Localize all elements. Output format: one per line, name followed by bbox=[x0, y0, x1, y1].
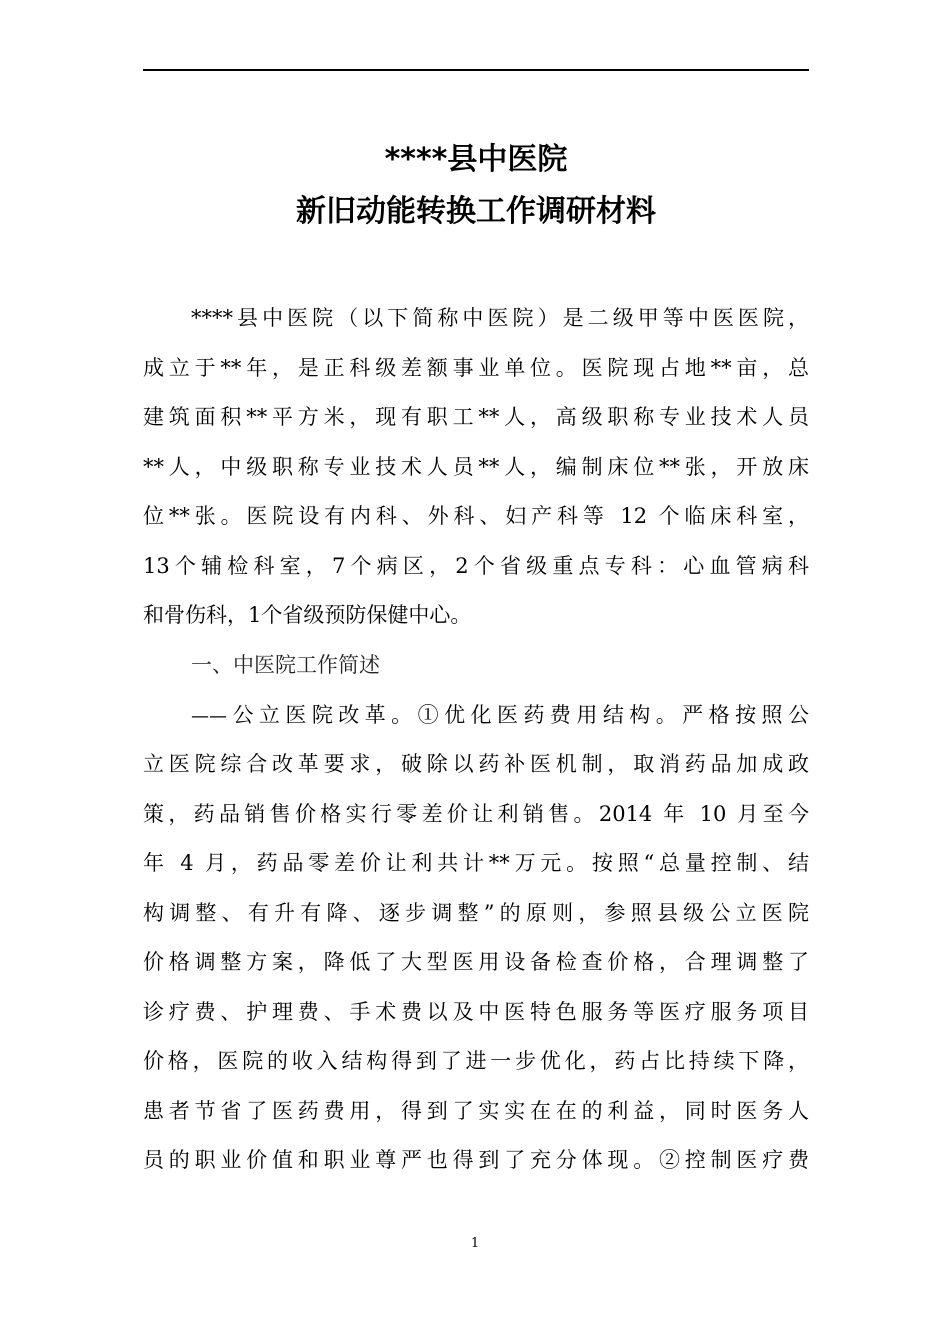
paragraph-line: 13个辅检科室，7个病区，2个省级重点专科：心血管病科 bbox=[143, 554, 809, 578]
paragraph-line: 和骨伤科，1个省级预防保健中心。 bbox=[143, 603, 472, 627]
paragraph-line: 成立于**年，是正科级差额事业单位。医院现占地**亩，总 bbox=[143, 356, 809, 380]
paragraph-line: 价格调整方案，降低了大型医用设备检查价格，合理调整了 bbox=[143, 950, 809, 974]
paragraph-line: 员的职业价值和职业尊严也得到了充分体现。②控制医疗费 bbox=[143, 1148, 809, 1172]
paragraph-line: 立医院综合改革要求，破除以药补医机制，取消药品加成政 bbox=[143, 752, 809, 776]
paragraph-line: 诊疗费、护理费、手术费以及中医特色服务等医疗服务项目 bbox=[143, 1000, 809, 1024]
document-title-line1: ****县中医院 bbox=[384, 142, 568, 177]
paragraph-line: 价格，医院的收入结构得到了进一步优化，药占比持续下降， bbox=[143, 1049, 809, 1073]
paragraph-line: 策，药品销售价格实行零差价让利销售。2014 年 10 月至今 bbox=[143, 802, 809, 826]
paragraph-line: 位**张。医院设有内科、外科、妇产科等 12 个临床科室， bbox=[143, 504, 809, 528]
document-title-line2: 新旧动能转换工作调研材料 bbox=[296, 194, 656, 229]
section-subtitle: 公立医院改革。 bbox=[227, 703, 418, 727]
section-first-line-text: ①优化医药费用结构。严格按照公 bbox=[417, 703, 810, 727]
paragraph-line: 患者节省了医药费用，得到了实实在在的利益，同时医务人 bbox=[143, 1099, 809, 1123]
paragraph-line: ****县中医院（以下简称中医院）是二级甲等中医医院， bbox=[191, 306, 809, 330]
section-heading: 一、中医院工作简述 bbox=[191, 653, 380, 677]
paragraph-line: 年 4 月，药品零差价让利共计**万元。按照“总量控制、结 bbox=[143, 851, 809, 875]
header-rule bbox=[143, 69, 809, 71]
section-first-line bbox=[191, 695, 809, 735]
paragraph-line: 建筑面积**平方米，现有职工**人，高级职称专业技术人员 bbox=[143, 405, 809, 429]
page-number: 1 bbox=[470, 1236, 480, 1251]
paragraph-line: **人，中级职称专业技术人员**人，编制床位**张，开放床 bbox=[143, 455, 809, 479]
dash-prefix: —— bbox=[191, 706, 227, 727]
paragraph-line: 构调整、有升有降、逐步调整”的原则，参照县级公立医院 bbox=[143, 901, 809, 925]
